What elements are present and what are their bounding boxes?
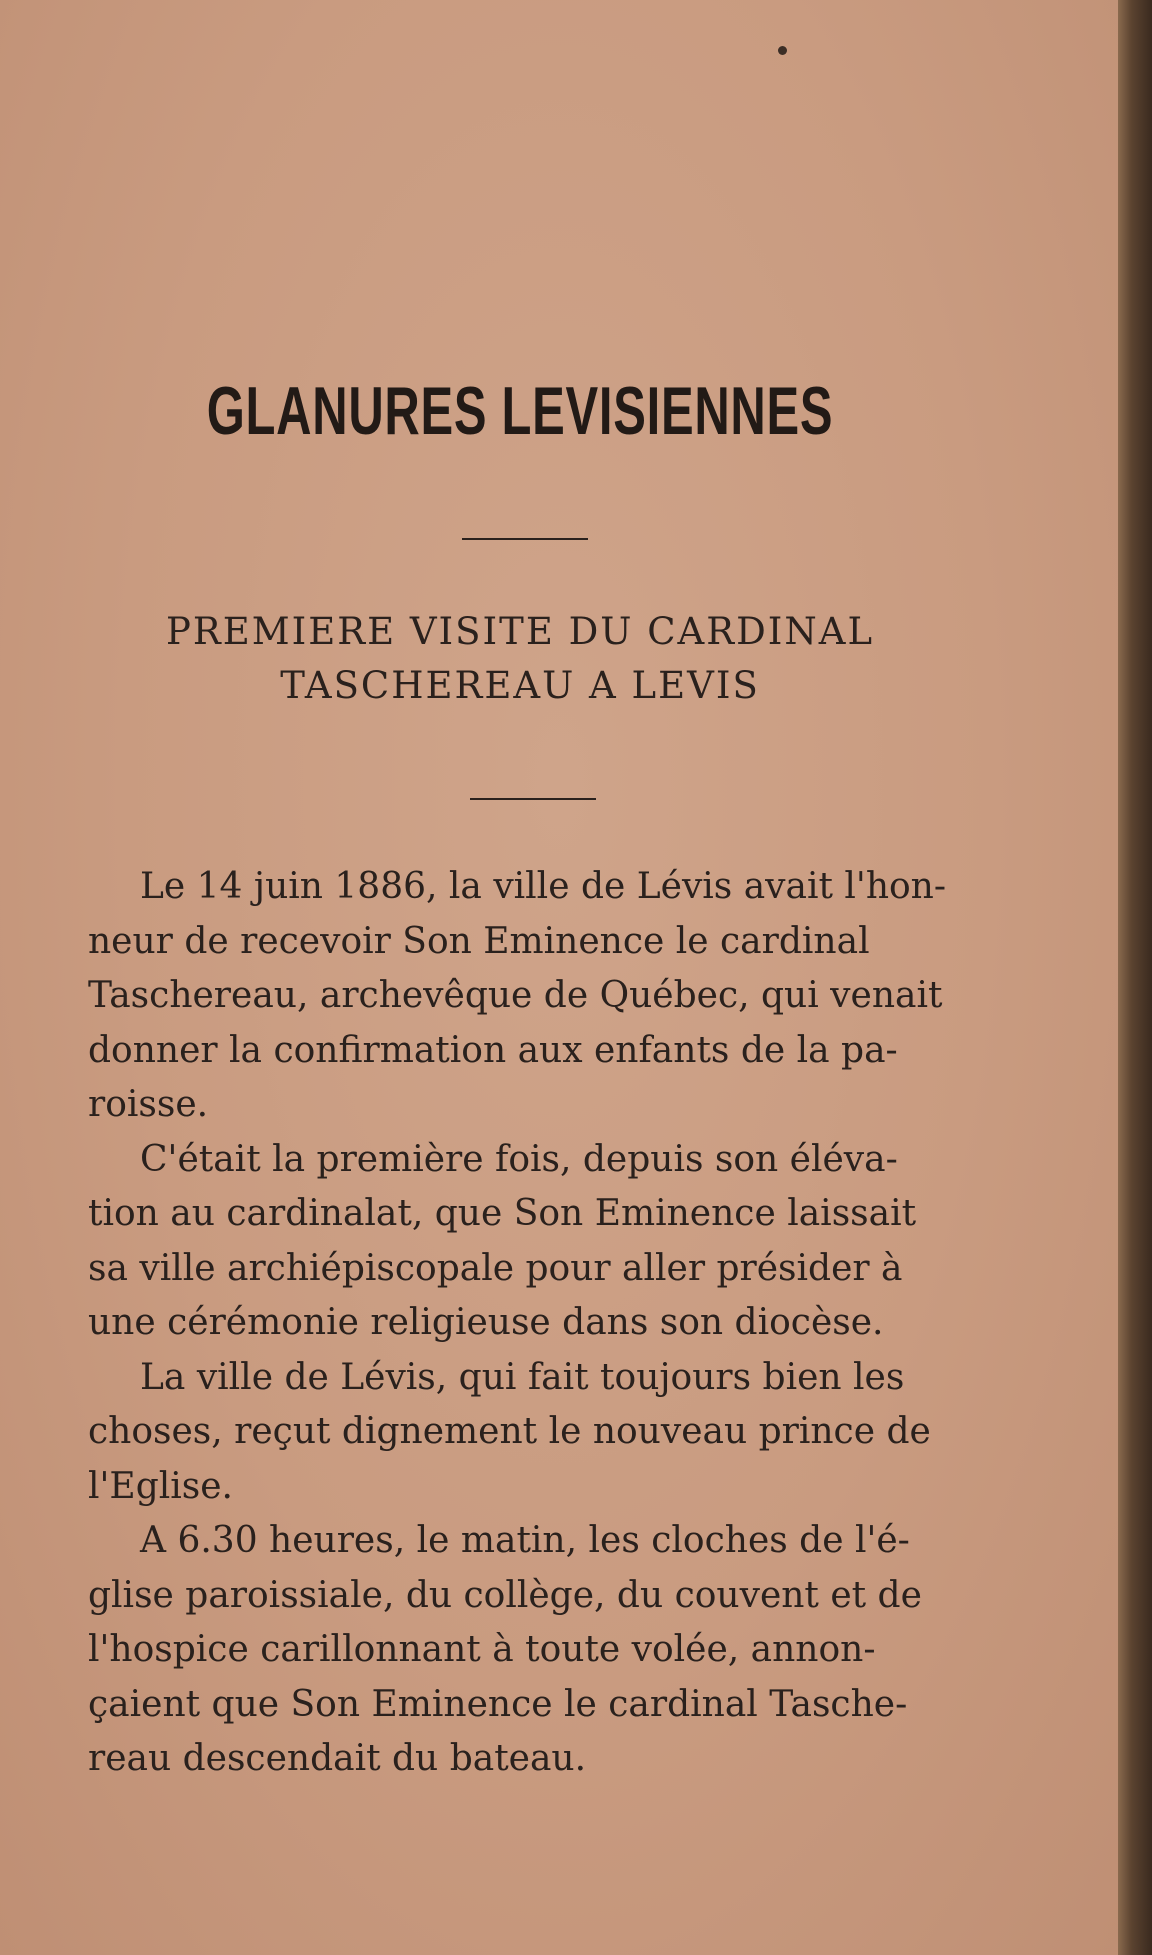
title-divider: [462, 538, 588, 540]
book-spine-edge: [1118, 0, 1152, 1955]
paragraph: La ville de Lévis, qui fait toujours bien les choses, reçut dignement le nouveau prince de l'Eglise.: [88, 1356, 931, 1507]
heading-divider: [470, 798, 596, 800]
body-text: [88, 860, 1016, 1787]
paragraph: Le 14 juin 1886, la ville de Lévis avait l'hon- neur de recevoir Son Eminence le cardinal Taschereau, archevêque de Québec, qui venait donner la confirmation aux enfants de la pa- roisse.: [88, 866, 947, 1125]
chapter-heading-line-2: TASCHEREAU A LEVIS: [280, 664, 760, 707]
page-title: GLANURES LEVISIENNES: [206, 373, 834, 449]
chapter-heading-line-1: PREMIERE VISITE DU CARDINAL: [165, 610, 875, 653]
paragraph: A 6.30 heures, le matin, les cloches de l'é- glise paroissiale, du collège, du couvent et de l'hospice carillonnant à toute volée, annon- çaient que Son Eminence le cardinal Tasche- reau descendait du bateau.: [88, 1520, 922, 1779]
paragraph: C'était la première fois, depuis son éléva- tion au cardinalat, que Son Eminence laissait sa ville archiépiscopale pour aller présider à une cérémonie religieuse dans son diocèse.: [88, 1138, 917, 1343]
ink-speck: [778, 46, 787, 55]
